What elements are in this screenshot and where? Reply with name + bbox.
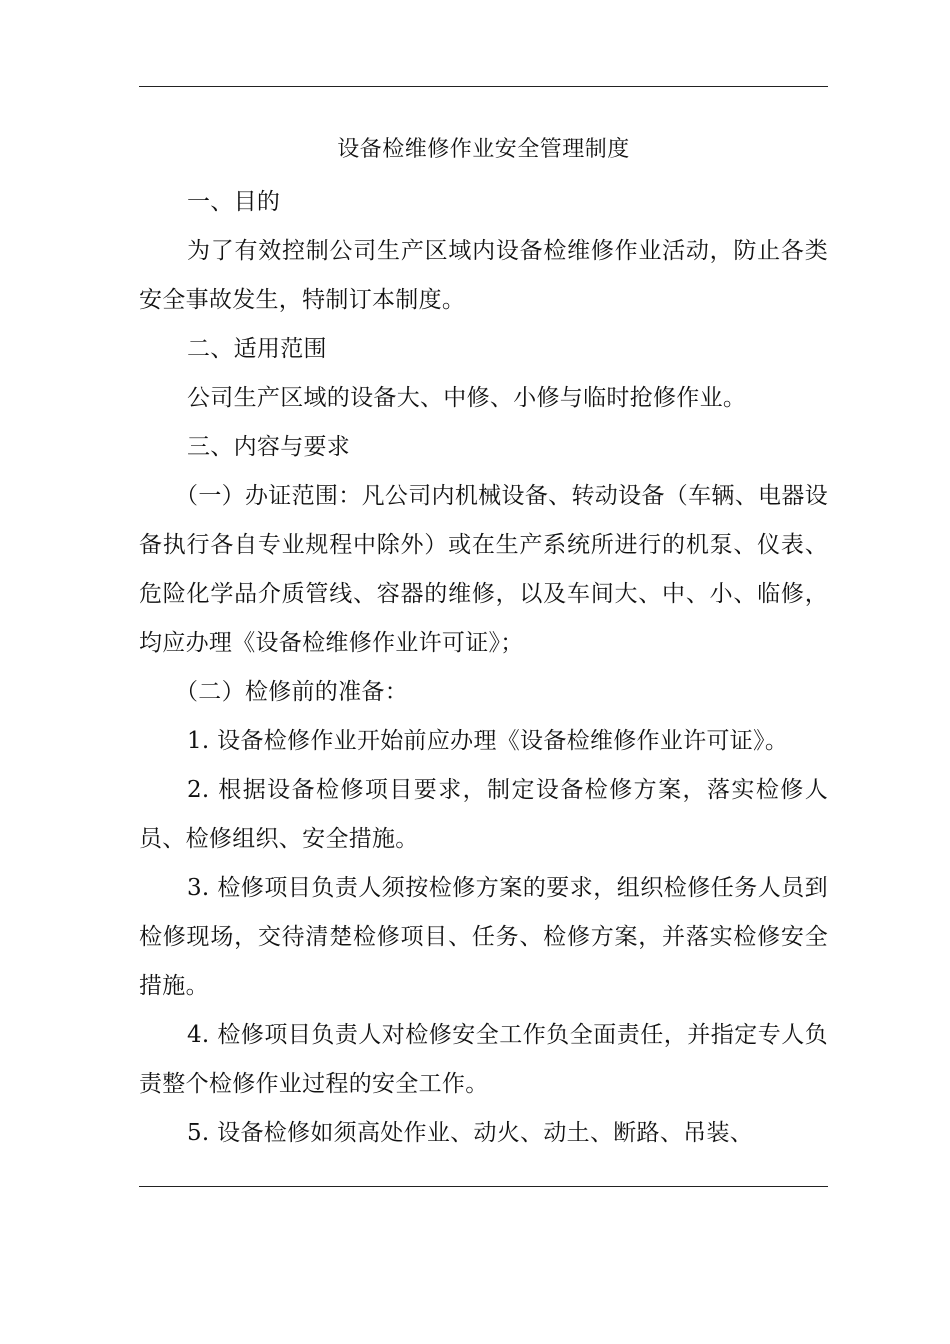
section-heading-purpose: 一、目的 — [187, 189, 281, 215]
footer-rule — [139, 1186, 828, 1187]
paragraph-permit-scope: （一）办证范围：凡公司内机械设备、转动设备（车辆、电器设备执行各自专业规程中除外）或在生产系统所进行的机泵、仪表、危险化学品介质管线、容器的维修，以及车间大、中、小、临修，均应办理《设备检维修作业许可证》； — [139, 483, 828, 656]
list-item-3: 3. 检修项目负责人须按检修方案的要求，组织检修任务人员到检修现场，交待清楚检修项目、任务、检修方案，并落实检修安全措施。 — [139, 875, 828, 999]
document-body — [139, 128, 828, 1158]
header-rule — [139, 86, 828, 87]
list-item-5: 5. 设备检修如须高处作业、动火、动土、断路、吊装、 — [187, 1120, 754, 1146]
section-heading-requirements: 三、内容与要求 — [187, 434, 351, 460]
subheading-preparation: （二）检修前的准备： — [175, 679, 408, 705]
list-item-1: 1. 设备检修作业开始前应办理《设备检维修作业许可证》。 — [187, 728, 789, 754]
document-title: 设备检维修作业安全管理制度 — [337, 137, 630, 162]
section-heading-scope: 二、适用范围 — [187, 336, 327, 362]
paragraph-scope: 公司生产区域的设备大、中修、小修与临时抢修作业。 — [187, 385, 747, 411]
list-item-2: 2. 根据设备检修项目要求，制定设备检修方案，落实检修人员、检修组织、安全措施。 — [139, 777, 828, 852]
paragraph-purpose: 为了有效控制公司生产区域内设备检维修作业活动，防止各类安全事故发生，特制订本制度。 — [139, 238, 828, 313]
list-item-4: 4. 检修项目负责人对检修安全工作负全面责任，并指定专人负责整个检修作业过程的安全工作。 — [139, 1022, 828, 1097]
